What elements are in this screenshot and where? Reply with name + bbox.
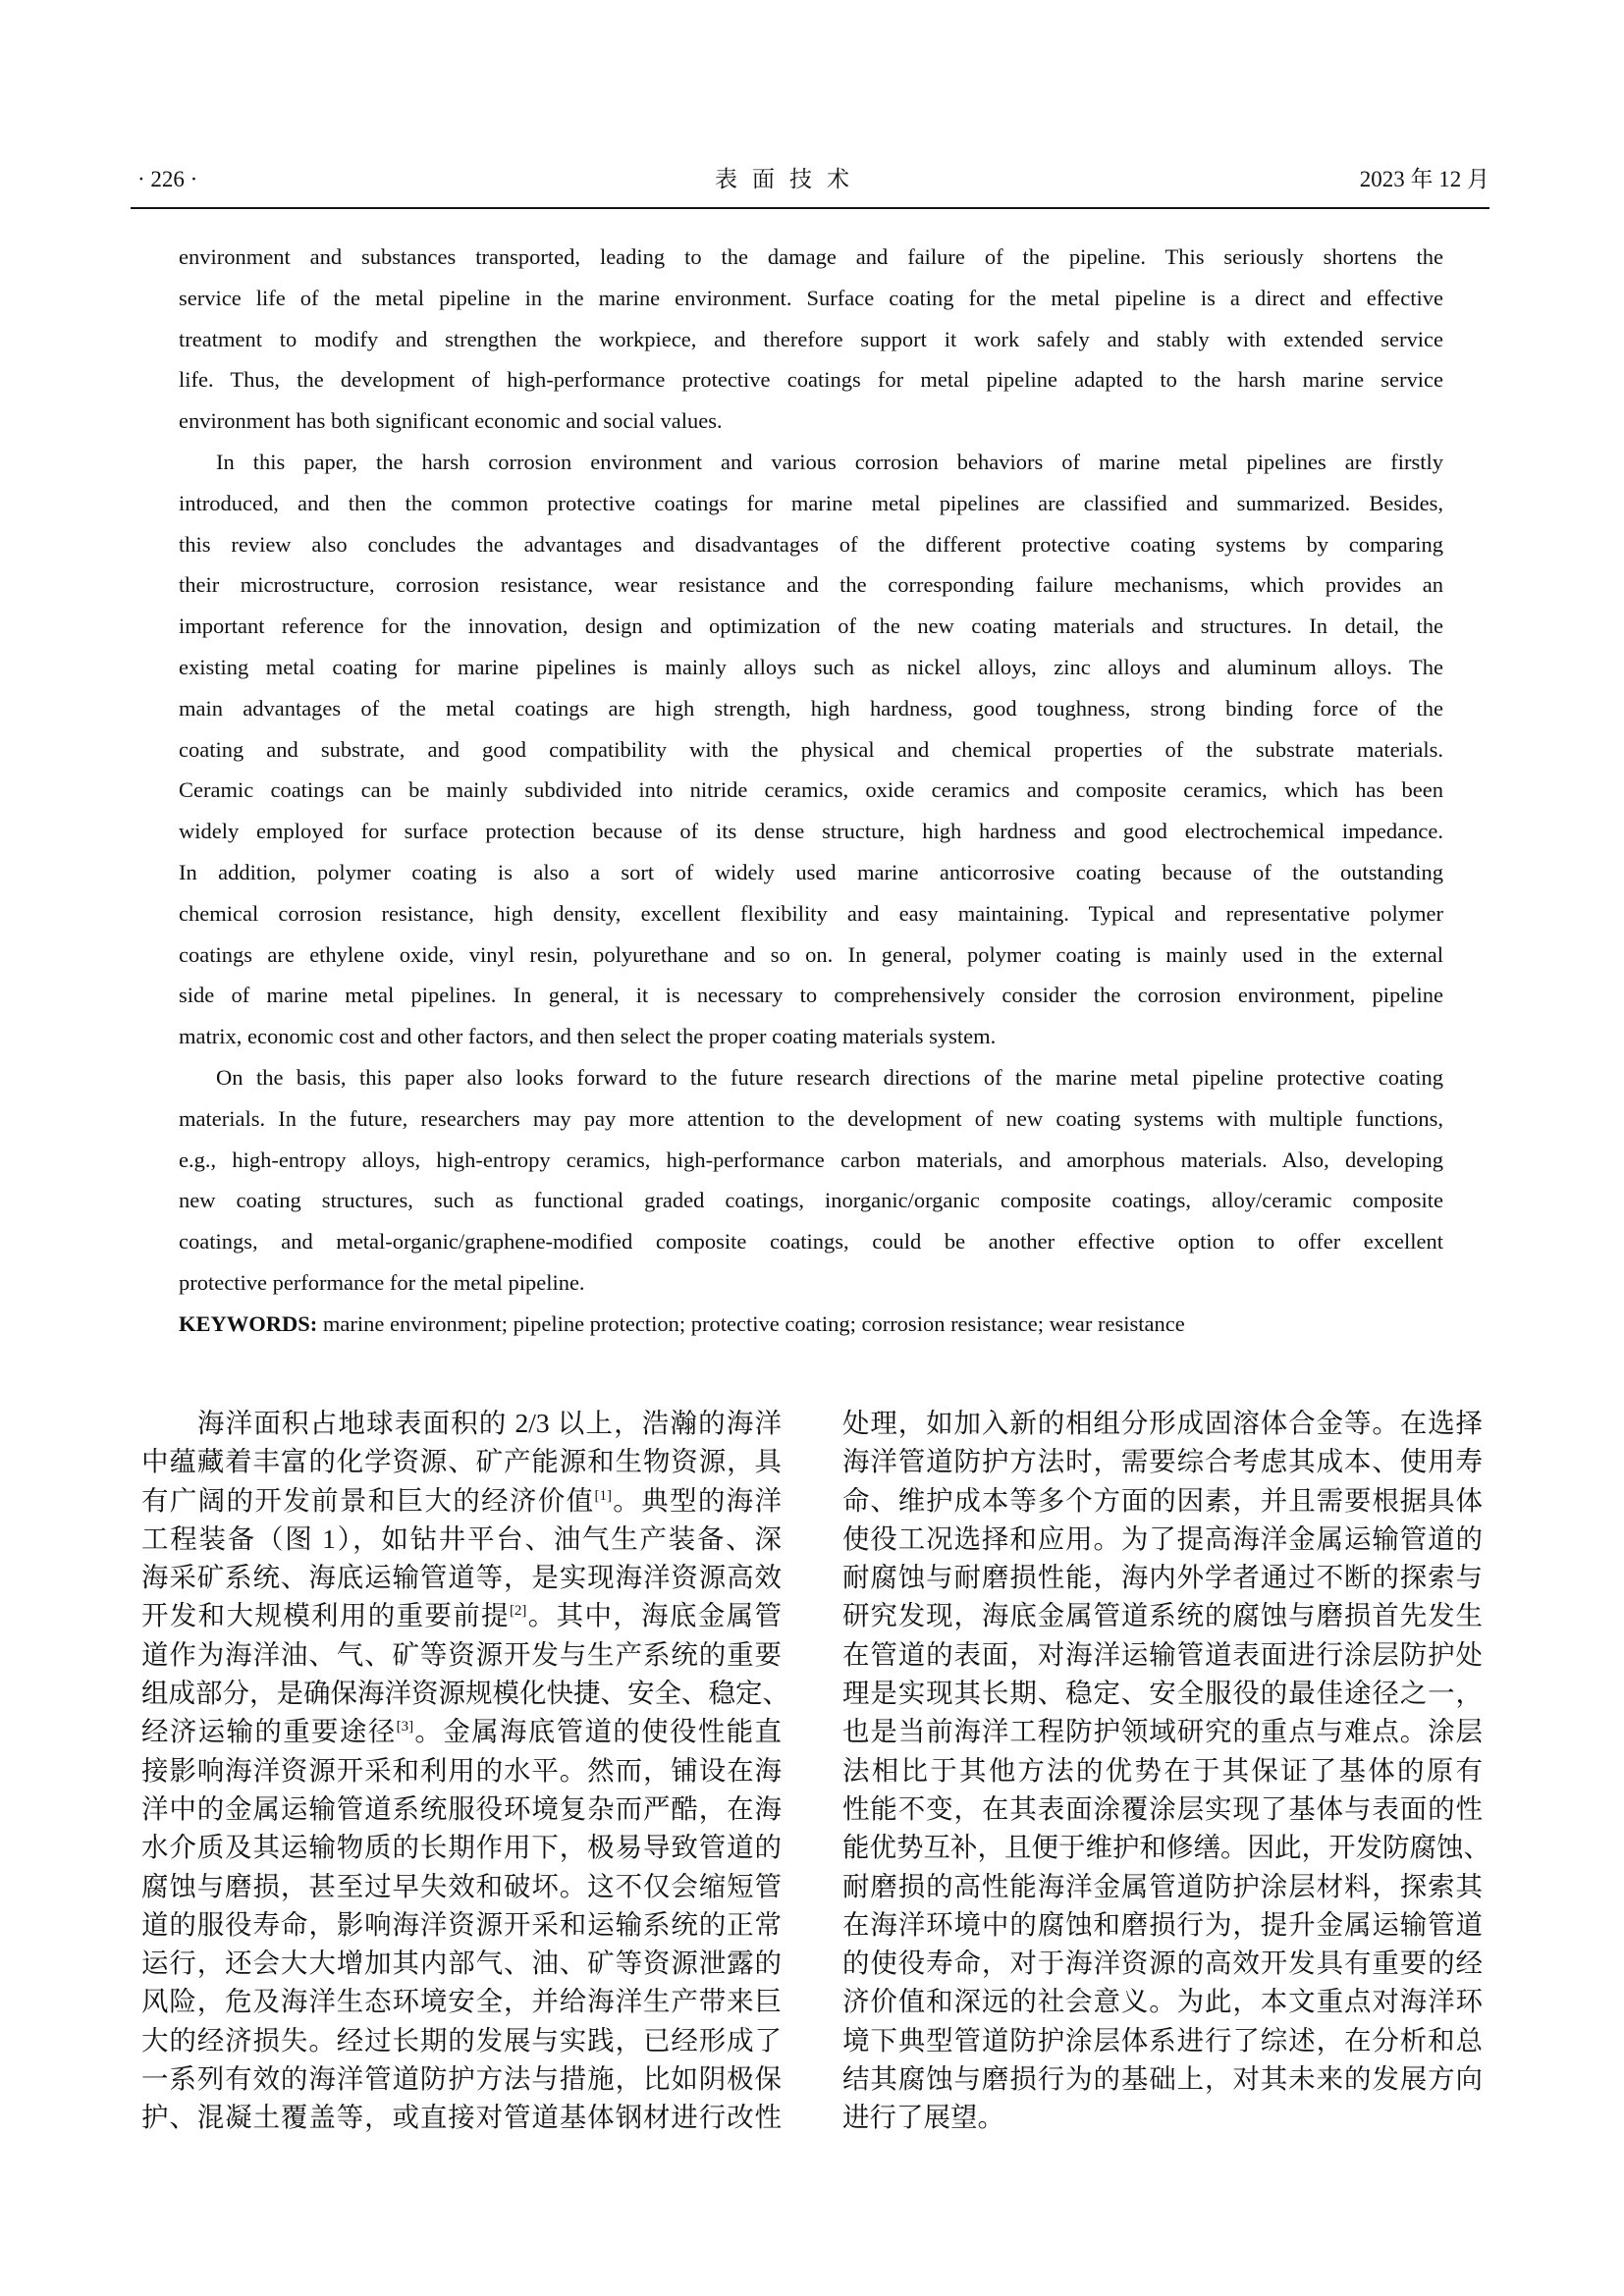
body-text-line: 耐磨损的高性能海洋金属管道防护涂层材料，探索其: [842, 1870, 1483, 1901]
body-text-line: 组成部分，是确保海洋资源规模化快捷、安全、稳定、: [141, 1678, 789, 1709]
body-text-line: 结其腐蚀与磨损行为的基础上，对其未来的发展方向: [842, 2063, 1483, 2095]
body-text-line: 命、维护成本等多个方面的因素，并且需要根据具体: [842, 1484, 1483, 1516]
body-text-line: 护、混凝土覆盖等，或直接对管道基体钢材进行改性: [141, 2102, 782, 2133]
body-text-line: 研究发现，海底金属管道系统的腐蚀与磨损首先发生: [842, 1600, 1483, 1631]
body-text-line: 开发和大规模利用的重要前提[2]。其中，海底金属管: [141, 1600, 783, 1631]
abstract-line: matrix, economic cost and other factors, and then select the proper coating materials system.: [179, 1024, 997, 1049]
abstract-line: coatings are ethylene oxide, vinyl resin, polyurethane and so on. In general, polymer coating is mainly used in the external: [179, 941, 1443, 967]
keywords-line: [179, 1304, 1443, 1345]
abstract-line: this review also concludes the advantages and disadvantages of the different protective coating systems by comparing: [179, 531, 1443, 557]
body-text-line: 也是当前海洋工程防护领域研究的重点与难点。涂层: [842, 1716, 1483, 1747]
abstract-paragraphs: [179, 237, 1443, 1304]
body-text-line: 耐腐蚀与耐磨损性能，海内外学者通过不断的探索与: [842, 1562, 1483, 1593]
body-column-right: [842, 1404, 1490, 2137]
abstract-line: existing metal coating for marine pipelines is mainly alloys such as nickel alloys, zinc alloys and aluminum alloys. The: [179, 654, 1443, 679]
abstract-line: side of marine metal pipelines. In general, it is necessary to comprehensively consider the corrosion environment, pipeline: [179, 983, 1443, 1008]
abstract-line: coatings, and metal-organic/graphene-modified composite coatings, could be another effective option to offer excellent: [179, 1229, 1443, 1255]
abstract-line: environment has both significant economic and social values.: [179, 408, 723, 434]
body-text-line: 有广阔的开发前景和巨大的经济价值[1]。典型的海洋: [141, 1484, 782, 1516]
abstract-line: life. Thus, the development of high-performance protective coatings for metal pipeline adapted to the harsh marine service: [179, 367, 1443, 393]
citation-reference[interactable]: [3]: [396, 1719, 414, 1735]
body-text-line: 法相比于其他方法的优势在于其保证了基体的原有: [842, 1754, 1483, 1786]
abstract-line: e.g., high-entropy alloys, high-entropy ceramics, high-performance carbon materials, and amorphous materials. Also, developing: [179, 1147, 1443, 1172]
body-text-line: 济价值和深远的社会意义。为此，本文重点对海洋环: [842, 1986, 1483, 2017]
body-text-line: 进行了展望。: [842, 2102, 1004, 2133]
body-column-left: [141, 1404, 789, 2137]
body-text-line: 理是实现其长期、稳定、安全服役的最佳途径之一，: [842, 1678, 1483, 1709]
body-text-line: 道的服役寿命，影响海洋资源开采和运输系统的正常: [141, 1908, 782, 1940]
abstract-line: environment and substances transported, leading to the damage and failure of the pipeline. This seriously shortens the: [179, 244, 1443, 269]
abstract-line: In addition, polymer coating is also a sort of widely used marine anticorrosive coating because of the outstanding: [179, 859, 1443, 884]
abstract-line: introduced, and then the common protective coatings for marine metal pipelines are classified and summarized. Besides,: [179, 490, 1443, 515]
body-text-line: 海洋面积占地球表面积的 2/3 以上，浩瀚的海洋: [197, 1408, 782, 1438]
body-text-line: 一系列有效的海洋管道防护方法与措施，比如阴极保: [141, 2063, 782, 2095]
keywords-text: marine environment; pipeline protection; protective coating; corrosion resistance; wear resistance: [317, 1310, 1185, 1336]
abstract-line: coating and substrate, and good compatibility with the physical and chemical properties of the substrate materials.: [179, 736, 1443, 762]
header-rule: [131, 207, 1489, 209]
abstract-line: chemical corrosion resistance, high density, excellent flexibility and easy maintaining. Typical and representative polymer: [179, 900, 1443, 926]
body-text-line: 海洋管道防护方法时，需要综合考虑其成本、使用寿: [842, 1446, 1483, 1477]
body-text-line: 在管道的表面，对海洋运输管道表面进行涂层防护处: [842, 1638, 1483, 1670]
body-text-line: 处理，如加入新的相组分形成固溶体合金等。在选择: [842, 1408, 1483, 1438]
abstract-line: protective performance for the metal pipeline.: [179, 1269, 585, 1295]
page-number: · 226 ·: [137, 167, 198, 191]
abstract-line: On the basis, this paper also looks forward to the future research directions of the marine metal pipeline protective coating: [216, 1064, 1443, 1090]
body-text-line: 在海洋环境中的腐蚀和磨损行为，提升金属运输管道: [842, 1908, 1483, 1940]
body-text-line: 腐蚀与磨损，甚至过早失效和破坏。这不仅会缩短管: [141, 1870, 782, 1901]
body-text-line: 性能不变，在其表面涂覆涂层实现了基体与表面的性: [842, 1792, 1483, 1824]
abstract-line: their microstructure, corrosion resistance, wear resistance and the corresponding failure mechanisms, which provides an: [179, 572, 1443, 598]
body-text-line: 运行，还会大大增加其内部气、油、矿等资源泄露的: [141, 1948, 782, 1979]
citation-reference[interactable]: [1]: [594, 1487, 612, 1504]
body-text-line: 的使役寿命，对于海洋资源的高效开发具有重要的经: [842, 1948, 1483, 1979]
keywords-label: KEYWORDS:: [179, 1310, 318, 1336]
body-text-line: 大的经济损失。经过长期的发展与实践，已经形成了: [141, 2024, 782, 2056]
abstract-line: In this paper, the harsh corrosion environment and various corrosion behaviors of marine metal pipelines are firstly: [216, 449, 1443, 474]
body-text-line: 使役工况选择和应用。为了提高海洋金属运输管道的: [842, 1522, 1483, 1554]
body-text-line: 接影响海洋资源开采和利用的水平。然而，铺设在海: [141, 1754, 782, 1786]
abstract-line: treatment to modify and strengthen the workpiece, and therefore support it work safely and stably with extended service: [179, 326, 1443, 351]
body-text-line: 中蕴藏着丰富的化学资源、矿产能源和生物资源，具: [141, 1446, 782, 1477]
abstract-line: new coating structures, such as functional graded coatings, inorganic/organic composite coatings, alloy/ceramic composite: [179, 1188, 1443, 1213]
abstract-line: Ceramic coatings can be mainly subdivided into nitride ceramics, oxide ceramics and composite ceramics, which has been: [179, 777, 1443, 803]
body-text-line: 经济运输的重要途径[3]。金属海底管道的使役性能直: [141, 1716, 783, 1747]
citation-reference[interactable]: [2]: [509, 1603, 527, 1620]
abstract-line: widely employed for surface protection because of its dense structure, high hardness and good electrochemical impedance.: [179, 819, 1443, 844]
body-text-line: 风险，危及海洋生态环境安全，并给海洋生产带来巨: [141, 1986, 782, 2017]
issue-date: 2023 年 12 月: [1359, 167, 1489, 191]
abstract-line: materials. In the future, researchers may pay more attention to the development of new coating systems with multiple functions,: [179, 1105, 1443, 1131]
english-abstract: [179, 237, 1443, 1345]
body-text-line: 境下典型管道防护涂层体系进行了综述，在分析和总: [842, 2024, 1483, 2056]
journal-title: 表面技术: [715, 167, 864, 191]
body-text-line: 洋中的金属运输管道系统服役环境复杂而严酷，在海: [141, 1792, 782, 1824]
body-text-line: 海采矿系统、海底运输管道等，是实现海洋资源高效: [141, 1562, 782, 1593]
body-text-line: 道作为海洋油、气、矿等资源开发与生产系统的重要: [141, 1638, 782, 1670]
body-text-line: 水介质及其运输物质的长期作用下，极易导致管道的: [141, 1832, 782, 1863]
abstract-line: main advantages of the metal coatings are high strength, high hardness, good toughness, strong binding force of the: [179, 695, 1443, 721]
body-text-line: 工程装备（图 1），如钻井平台、油气生产装备、深: [141, 1522, 782, 1554]
abstract-line: service life of the metal pipeline in the marine environment. Surface coating for the metal pipeline is a direct and effective: [179, 285, 1443, 310]
abstract-line: important reference for the innovation, design and optimization of the new coating materials and structures. In detail, the: [179, 614, 1443, 639]
body-text-line: 能优势互补，且便于维护和修缮。因此，开发防腐蚀、: [842, 1832, 1490, 1863]
